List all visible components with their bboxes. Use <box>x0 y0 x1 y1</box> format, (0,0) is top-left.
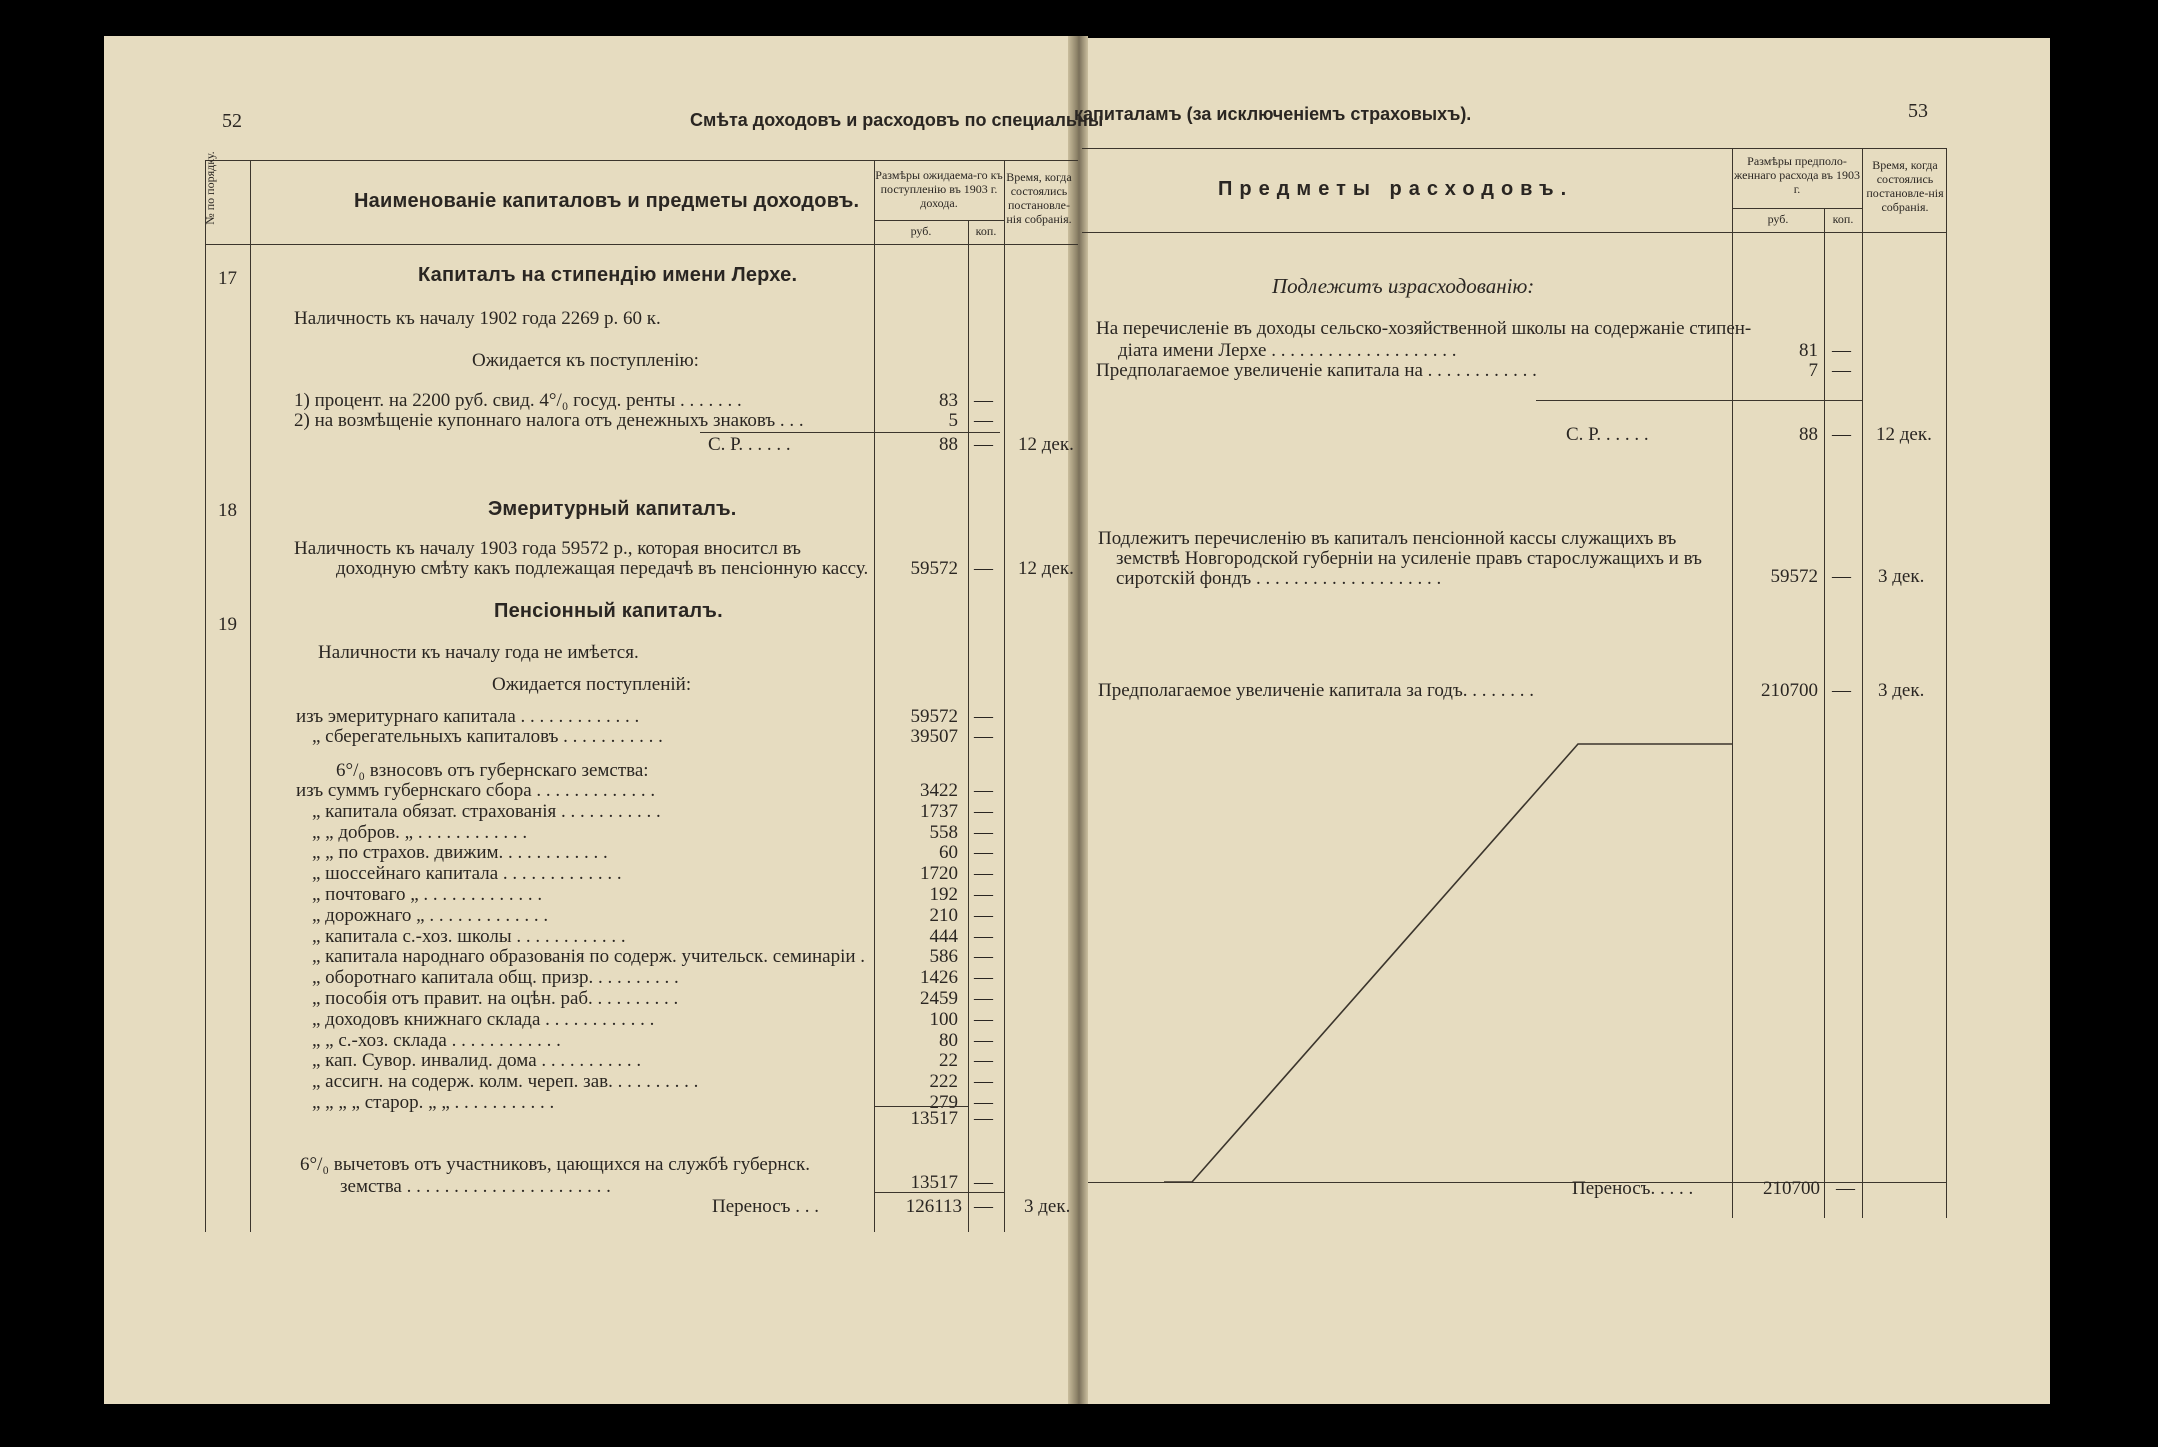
contribution-item-rub: 444 <box>929 925 958 947</box>
dash: — <box>1832 680 1851 701</box>
running-title-right: капиталамъ (за исключеніемъ страховыхъ). <box>1074 104 1472 124</box>
contribution-item-rub: 558 <box>929 821 958 843</box>
section-19-title: Пенсіонный капиталъ. <box>494 600 723 622</box>
dash: — <box>974 842 993 864</box>
section-17-sum-rub: 88 <box>939 434 958 455</box>
left-col-no-divider <box>250 160 251 1232</box>
contribution-item-rub: 222 <box>929 1071 958 1093</box>
right-heading: Подлежитъ израсходованію: <box>1272 274 1535 298</box>
dash: — <box>974 1029 993 1051</box>
right-expense-1-line-2: діата имени Лерхе . . . . . . . . . . . . . . . . . . . . <box>1118 340 1457 361</box>
section-19-from-savings-rub: 39507 <box>910 726 958 747</box>
dash: — <box>974 1008 993 1030</box>
section-17-cash: Наличность къ началу 1902 года 2269 р. 60 к. <box>294 308 661 329</box>
section-18-time: 12 дек. <box>1018 558 1074 579</box>
running-title-left: Смѣта доходовъ и расходовъ по специальны <box>690 110 1104 130</box>
section-18-title: Эмеритурный капиталъ. <box>488 498 737 520</box>
section-18-text-2: доходную смѣту какъ подлежащая передачѣ въ пенсіонную кассу. <box>336 558 869 579</box>
right-expense-4-time: 3 дек. <box>1878 680 1925 701</box>
left-col-rub-header: руб. <box>910 224 932 238</box>
contribution-item-label: „ капитала с.-хоз. школы . . . . . . . . . . . . <box>312 925 626 947</box>
contribution-item-label: „ доходовъ книжнаго склада . . . . . . . . . . . . <box>312 1008 655 1030</box>
section-17-sum-label: С. Р. . . . . . <box>708 434 791 455</box>
section-19-from-emeritur: изъ эмеритурнаго капитала . . . . . . . . . . . . . <box>296 706 640 727</box>
dash: — <box>974 726 993 747</box>
section-17-expect: Ожидается къ поступленію: <box>472 350 699 371</box>
section-19-number: 19 <box>218 614 237 635</box>
left-col-time-divider <box>1004 160 1005 1232</box>
dash: — <box>974 1092 993 1113</box>
section-17-item-2-rub: 5 <box>948 410 958 431</box>
dash: — <box>1832 424 1851 445</box>
right-col-name-header: Предметы расходовъ. <box>1218 178 1574 200</box>
contribution-item-label: „ почтоваго „ . . . . . . . . . . . . . <box>312 884 543 905</box>
right-page <box>1082 38 2050 1404</box>
contribution-item-label: „ дорожнаго „ . . . . . . . . . . . . . <box>312 904 549 926</box>
contribution-item-rub: 2459 <box>920 988 958 1009</box>
dash: — <box>974 706 993 727</box>
right-col-time-divider <box>1862 148 1863 1218</box>
right-col-rub-header: руб. <box>1767 212 1789 226</box>
right-rub-kop-divider <box>1732 208 1862 209</box>
dash: — <box>974 884 993 905</box>
right-expense-1-line-1: На перечисленіе въ доходы сельско-хозяйственной школы на содержаніе стипен- <box>1096 318 1752 339</box>
right-sum-label: С. Р. . . . . . <box>1566 424 1649 445</box>
contribution-item-label: „ „ „ „ старор. „ „ . . . . . . . . . . . <box>312 1092 555 1113</box>
contribution-item-label: „ пособія отъ правит. на оцѣн. раб. . . . . . . . . . <box>312 988 679 1009</box>
right-header-bottom-rule <box>1082 232 1946 233</box>
section-17-item-2: 2) на возмѣщеніе купоннаго налога отъ денежныхъ знаковъ . . . <box>294 410 804 431</box>
dash: — <box>974 946 993 968</box>
dash: — <box>974 988 993 1009</box>
right-sum-rub: 88 <box>1799 424 1818 445</box>
contribution-item-rub: 3422 <box>920 780 958 801</box>
contribution-item-rub: 1720 <box>920 863 958 885</box>
left-carry-time: 3 дек. <box>1024 1196 1071 1217</box>
left-carry-rule <box>874 1192 1004 1193</box>
contribution-item-label: „ шоссейнаго капитала . . . . . . . . . . . . . <box>312 863 622 885</box>
dash: — <box>974 410 993 431</box>
dash: — <box>974 1108 993 1129</box>
right-expense-3-line-1: Подлежитъ перечисленію въ капиталъ пенсіонной кассы служащихъ въ <box>1098 528 1677 549</box>
dash: — <box>974 967 993 989</box>
section-18-text-1: Наличность къ началу 1903 года 59572 р., которая вноситсл въ <box>294 538 801 559</box>
left-frame-left <box>205 160 206 1232</box>
right-carry-label: Переносъ. . . . . <box>1572 1178 1694 1199</box>
contribution-item-rub: 80 <box>939 1029 958 1051</box>
contribution-item-rub: 100 <box>929 1008 958 1030</box>
section-19-from-emeritur-rub: 59572 <box>910 706 958 727</box>
dash: — <box>974 1172 993 1193</box>
contribution-item-rub: 210 <box>929 904 958 926</box>
contribution-item-label: „ кап. Сувор. инвалид. дома . . . . . . . . . . . <box>312 1050 642 1072</box>
right-table-top-rule <box>1082 148 1946 149</box>
contribution-item-label: „ „ по страхов. движим. . . . . . . . . . . . <box>312 842 608 864</box>
contribution-item-rub: 22 <box>939 1050 958 1072</box>
left-col-time-header: Время, когда состоялись постановле-нія собранія. <box>1006 170 1072 226</box>
left-col-no-header: № по порядку. <box>203 151 217 225</box>
contribution-item-rub: 279 <box>929 1092 958 1113</box>
right-expense-1-rub: 81 <box>1799 340 1818 361</box>
right-expense-3-line-2: земствѣ Новгородской губерніи на усиленіе правъ старослужащихъ и въ <box>1116 548 1702 569</box>
section-19-deductions-1: 6°/₀ вычетовъ отъ участниковъ, цающихся на службѣ губернск. <box>300 1154 810 1175</box>
dash: — <box>974 1050 993 1072</box>
contribution-item-label: „ „ с.-хоз. склада . . . . . . . . . . . . <box>312 1029 561 1051</box>
right-sum-rule <box>1536 400 1862 401</box>
contribution-item-label: изъ суммъ губернскаго сбора . . . . . . . . . . . . . <box>296 780 656 801</box>
contribution-item-label: „ „ добров. „ . . . . . . . . . . . . <box>312 821 528 843</box>
right-expense-2-rub: 7 <box>1808 360 1818 381</box>
dash: — <box>974 863 993 885</box>
section-19-contrib-heading: 6°/₀ взносовъ отъ губернскаго земства: <box>336 760 649 781</box>
dash: — <box>974 925 993 947</box>
contribution-item-rub: 60 <box>939 842 958 864</box>
left-col-name-header: Наименованіе капиталовъ и предметы доходовъ. <box>354 190 860 212</box>
dash: — <box>974 390 993 411</box>
dash: — <box>1832 360 1851 381</box>
dash: — <box>974 800 993 822</box>
blank-space-diagonal <box>1082 730 1742 1190</box>
contribution-item-rub: 586 <box>929 946 958 968</box>
dash: — <box>1832 566 1851 587</box>
right-col-time-header: Время, когда состоялись постановле-нія собранія. <box>1866 158 1944 214</box>
right-col-amount-header: Размѣры предполо-женнаго расхода въ 1903 г. <box>1734 154 1860 196</box>
section-19-subtotal-rub: 13517 <box>910 1108 958 1129</box>
section-17-time: 12 дек. <box>1018 434 1074 455</box>
right-expense-2: Предполагаемое увеличеніе капитала на . . . . . . . . . . . . <box>1096 360 1537 381</box>
dash: — <box>974 434 993 455</box>
contribution-item-label: „ капитала народнаго образованія по содерж. учительск. семинаріи . <box>312 946 866 968</box>
section-17-title: Капиталъ на стипендію имени Лерхе. <box>418 264 798 286</box>
section-19-subtotal-rule <box>874 1106 968 1107</box>
left-col-amount-header: Размѣры ожидаема-го къ поступленію въ 1903 г. дохода. <box>875 168 1003 210</box>
section-18-rub: 59572 <box>910 558 958 579</box>
section-17-item-1-rub: 83 <box>939 390 958 411</box>
contribution-item-rub: 1737 <box>920 800 958 822</box>
book-gutter <box>1068 36 1088 1404</box>
dash: — <box>974 780 993 801</box>
section-19-expect: Ожидается поступленій: <box>492 674 692 695</box>
left-header-bottom-rule <box>205 244 1078 245</box>
dash: — <box>974 1196 993 1217</box>
section-19-deductions-2: земства . . . . . . . . . . . . . . . . . . . . . . <box>340 1176 611 1197</box>
right-carry-rub: 210700 <box>1763 1178 1820 1199</box>
contribution-item-rub: 192 <box>929 884 958 905</box>
contribution-item-rub: 1426 <box>920 967 958 989</box>
dash: — <box>974 1071 993 1093</box>
section-19-cash: Наличности къ началу года не имѣется. <box>318 642 639 663</box>
dash: — <box>1836 1178 1855 1199</box>
right-expense-4-rub: 210700 <box>1761 680 1818 701</box>
contribution-item-label: „ капитала обязат. страхованія . . . . . . . . . . . <box>312 800 661 822</box>
right-expense-4: Предполагаемое увеличеніе капитала за годъ. . . . . . . . <box>1098 680 1535 701</box>
section-19-from-savings: „ сберегательныхъ капиталовъ . . . . . . . . . . . <box>312 726 663 747</box>
right-expense-3-time: 3 дек. <box>1878 566 1925 587</box>
left-carry-rub: 126113 <box>905 1196 962 1217</box>
right-frame-right <box>1946 148 1947 1218</box>
left-col-kop-divider <box>968 220 969 1232</box>
contribution-item-label: „ оборотнаго капитала общ. призр. . . . . . . . . . <box>312 967 679 989</box>
left-carry-label: Переносъ . . . <box>712 1196 819 1217</box>
left-col-kop-header: коп. <box>975 224 997 238</box>
page-number-left: 52 <box>222 110 242 132</box>
page-number-right: 53 <box>1908 100 1928 122</box>
section-17-number: 17 <box>218 268 237 289</box>
section-18-number: 18 <box>218 500 237 521</box>
right-col-kop-divider <box>1824 208 1825 1218</box>
section-17-item-1: 1) процент. на 2200 руб. свид. 4°/₀ госуд. ренты . . . . . . . <box>294 390 742 411</box>
dash: — <box>974 821 993 843</box>
section-17-sum-rule <box>700 432 1000 433</box>
dash: — <box>974 904 993 926</box>
left-table-top-rule <box>205 160 1078 161</box>
left-rub-kop-divider <box>874 220 1004 221</box>
right-sum-time: 12 дек. <box>1876 424 1932 445</box>
right-expense-3-line-3: сиротскій фондъ . . . . . . . . . . . . . . . . . . . . <box>1116 568 1442 589</box>
contribution-item-label: „ ассигн. на содерж. колм. череп. зав. . . . . . . . . . <box>312 1071 699 1093</box>
section-19-deductions-rub: 13517 <box>910 1172 958 1193</box>
dash: — <box>1832 340 1851 361</box>
right-expense-3-rub: 59572 <box>1770 566 1818 587</box>
dash: — <box>974 558 993 579</box>
right-col-kop-header: коп. <box>1832 212 1854 226</box>
